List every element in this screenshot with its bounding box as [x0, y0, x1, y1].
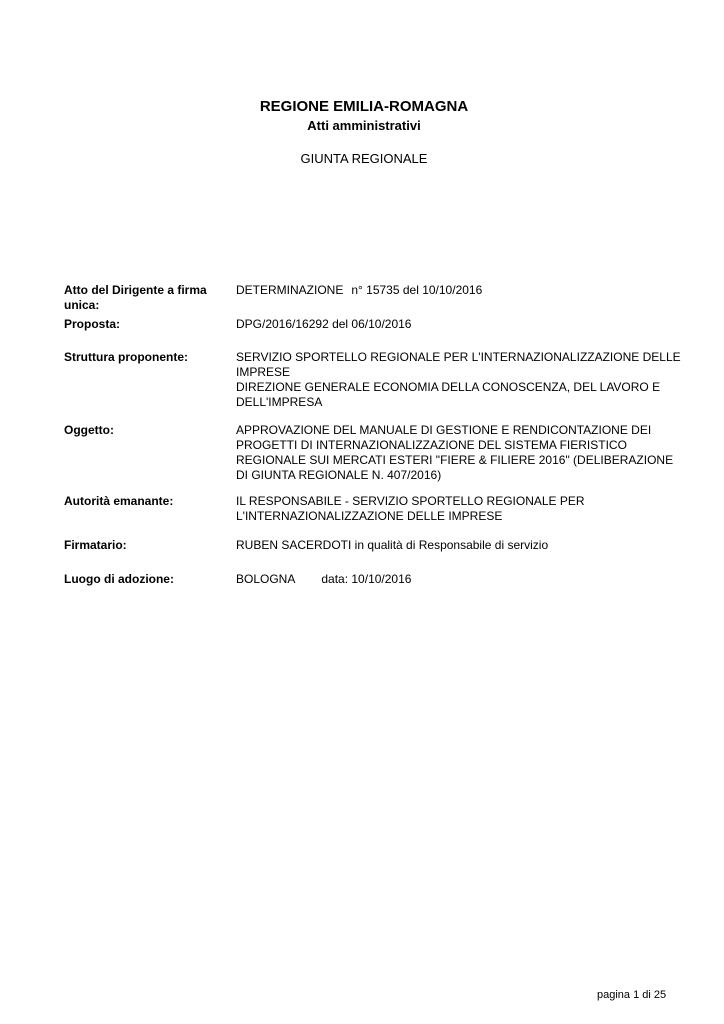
- field-autorita-line: IL RESPONSABILE - SERVIZIO SPORTELLO REGIONALE PER: [236, 494, 585, 508]
- field-autorita-label: Autorità emanante:: [64, 494, 174, 508]
- field-luogo-label: Luogo di adozione:: [64, 572, 174, 586]
- field-oggetto-value: [236, 423, 696, 483]
- page-number: pagina 1 di 25: [597, 989, 667, 1001]
- field-struttura-label: Struttura proponente:: [64, 350, 188, 364]
- field-struttura-line: DIREZIONE GENERALE ECONOMIA DELLA CONOSCENZA, DEL LAVORO E: [236, 380, 661, 394]
- field-proposta-text: DPG/2016/16292 del 06/10/2016: [236, 317, 412, 331]
- field-struttura-value: [236, 350, 696, 410]
- field-autorita-value: [236, 494, 696, 524]
- field-luogo-place: BOLOGNA: [236, 572, 296, 586]
- field-struttura-line: SERVIZIO SPORTELLO REGIONALE PER L'INTERNAZIONALIZZAZIONE DELLE: [236, 350, 681, 364]
- field-atto-number: n° 15735 del 10/10/2016: [351, 283, 483, 297]
- field-firmatario-value: [236, 538, 696, 553]
- field-atto-label: Atto del Dirigente a firma unica:: [64, 283, 207, 312]
- region-title: REGIONE EMILIA-ROMAGNA: [259, 98, 469, 115]
- field-oggetto-line: PROGETTI DI INTERNAZIONALIZZAZIONE DEL SISTEMA FIERISTICO: [236, 438, 627, 452]
- field-proposta-value: [236, 317, 696, 332]
- body-title: GIUNTA REGIONALE: [300, 151, 428, 166]
- field-atto-type: DETERMINAZIONE: [236, 283, 344, 297]
- field-firmatario-text: RUBEN SACERDOTI in qualità di Responsabile di servizio: [236, 538, 549, 552]
- field-proposta-label: Proposta:: [64, 317, 121, 331]
- field-oggetto-label: Oggetto:: [64, 423, 114, 437]
- field-firmatario-label: Firmatario:: [64, 538, 127, 552]
- field-oggetto-line: APPROVAZIONE DEL MANUALE DI GESTIONE E RENDICONTAZIONE DEI: [236, 423, 652, 437]
- field-struttura-line: DELL'IMPRESA: [236, 395, 323, 409]
- field-luogo-date: data: 10/10/2016: [321, 572, 412, 586]
- field-autorita-line: L'INTERNAZIONALIZZAZIONE DELLE IMPRESE: [236, 509, 503, 523]
- field-atto-value: [236, 283, 696, 298]
- field-oggetto-line: DI GIUNTA REGIONALE N. 407/2016): [236, 468, 442, 482]
- field-luogo-value: [236, 572, 696, 587]
- document-subtitle: Atti amministrativi: [307, 118, 421, 133]
- field-struttura-line: IMPRESE: [236, 365, 291, 379]
- field-oggetto-line: REGIONALE SUI MERCATI ESTERI "FIERE & FILIERE 2016" (DELIBERAZIONE: [236, 453, 674, 467]
